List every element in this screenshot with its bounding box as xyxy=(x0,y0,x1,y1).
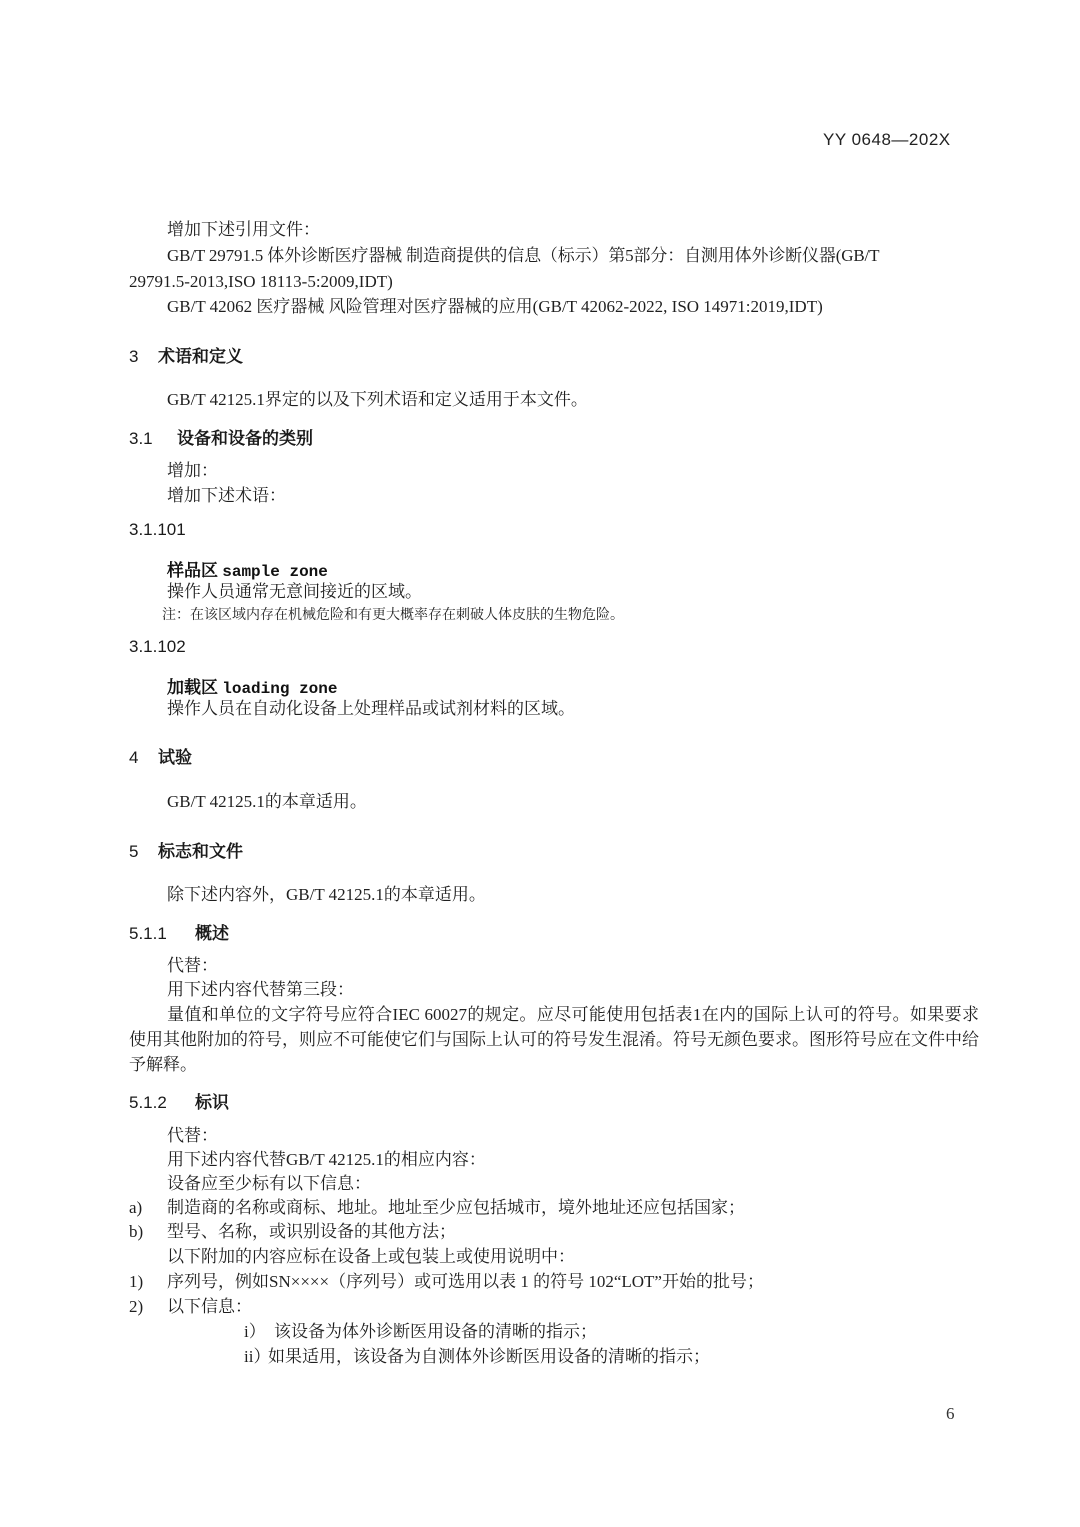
section-number: 5 xyxy=(129,842,139,861)
list-text: 型号、名称，或识别设备的其他方法； xyxy=(167,1222,456,1241)
term-title-en: sample zone xyxy=(222,563,328,581)
list-marker: ii） xyxy=(244,1347,271,1366)
list-marker: i） xyxy=(244,1322,266,1341)
term-note: 注：在该区域内存在机械危险和有更大概率存在刺破人体皮肤的生物危险。 xyxy=(162,608,624,623)
term-title-en: loading zone xyxy=(222,680,338,698)
page-number: 6 xyxy=(946,1404,955,1423)
refs-intro: 增加下述引用文件： xyxy=(167,220,320,239)
term-number: 3.1.101 xyxy=(129,520,186,539)
list-text: 该设备为体外诊断医用设备的清晰的指示； xyxy=(274,1322,597,1341)
section-4-heading xyxy=(129,743,192,768)
list-item-2 xyxy=(129,1295,252,1319)
section-5-body: 除下述内容外，GB/T 42125.1的本章适用。 xyxy=(167,885,486,904)
section-5-1-1-line-2: 用下述内容代替第三段： xyxy=(167,980,354,999)
section-5-1-2-line-1: 代替： xyxy=(167,1126,218,1145)
list-text: 制造商的名称或商标、地址。地址至少应包括城市，境外地址还应包括国家； xyxy=(167,1198,745,1217)
section-3-1-line-1: 增加： xyxy=(167,461,218,480)
section-title: 术语和定义 xyxy=(158,347,243,366)
list-item-b xyxy=(129,1220,456,1244)
section-5-1-1-line-1: 代替： xyxy=(167,956,218,975)
list-text: 如果适用，该设备为自测体外诊断医用设备的清晰的指示； xyxy=(268,1347,710,1366)
section-title: 试验 xyxy=(158,748,192,767)
section-5-1-1-heading xyxy=(129,919,229,944)
section-5-1-2-line-3: 设备应至少标有以下信息： xyxy=(167,1174,371,1193)
term-definition: 操作人员通常无意间接近的区域。 xyxy=(167,582,422,601)
list-item-a xyxy=(129,1196,745,1220)
section-3-intro: GB/T 42125.1界定的以及下列术语和定义适用于本文件。 xyxy=(167,390,588,409)
list-text: 以下信息： xyxy=(167,1297,252,1316)
section-5-1-2-line-2: 用下述内容代替GB/T 42125.1的相应内容： xyxy=(167,1150,486,1169)
section-number: 3.1 xyxy=(129,429,153,448)
list-marker: a) xyxy=(129,1198,143,1217)
section-5-heading xyxy=(129,837,243,862)
term-title xyxy=(167,556,328,581)
section-3-1-line-2: 增加下述术语： xyxy=(167,486,286,505)
section-number: 4 xyxy=(129,748,139,767)
term-title-zh: 加载区 xyxy=(167,678,218,697)
section-3-1-heading xyxy=(129,424,313,449)
section-title: 设备和设备的类别 xyxy=(177,429,313,448)
section-5-1-1-paragraph: 量值和单位的文字符号应符合IEC 60027的规定。应尽可能使用包括表1在内的国际上认可的符号。如果要求使用其他附加的符号，则应不可能使它们与国际上认可的符号发生混淆。符号无颜色要求。图形符号应在文件中给予解释。 xyxy=(129,1005,979,1074)
section-title: 标识 xyxy=(195,1093,229,1112)
term-title-zh: 样品区 xyxy=(167,561,218,580)
document-id: YY 0648—202X xyxy=(823,130,951,149)
list-item-ii xyxy=(244,1345,710,1369)
list-marker: 2) xyxy=(129,1297,144,1316)
section-number: 3 xyxy=(129,347,139,366)
section-title: 标志和文件 xyxy=(158,842,243,861)
list-marker: b) xyxy=(129,1222,144,1241)
term-title xyxy=(167,673,337,698)
section-5-1-2-line-4: 以下附加的内容应标在设备上或包装上或使用说明中： xyxy=(167,1247,575,1266)
ref-1-line-1: GB/T 29791.5 体外诊断医疗器械 制造商提供的信息（标示）第5部分：自测用体外诊断仪器(GB/T xyxy=(167,246,880,265)
section-number: 5.1.1 xyxy=(129,924,167,943)
section-4-body: GB/T 42125.1的本章适用。 xyxy=(167,792,367,811)
term-definition: 操作人员在自动化设备上处理样品或试剂材料的区域。 xyxy=(167,699,575,718)
term-number: 3.1.102 xyxy=(129,637,186,656)
list-item-i xyxy=(244,1320,597,1344)
list-marker: 1) xyxy=(129,1272,144,1291)
ref-2: GB/T 42062 医疗器械 风险管理对医疗器械的应用(GB/T 42062-2022, ISO 14971:2019,IDT) xyxy=(167,297,823,316)
list-text: 序列号，例如SN××××（序列号）或可选用以表 1 的符号 102“LOT”开始的批号； xyxy=(167,1272,764,1291)
section-3-heading xyxy=(129,342,243,367)
list-item-1 xyxy=(129,1270,764,1294)
section-title: 概述 xyxy=(195,924,229,943)
ref-1-line-2: 29791.5-2013,ISO 18113-5:2009,IDT) xyxy=(129,272,393,291)
section-5-1-2-heading xyxy=(129,1088,229,1113)
section-number: 5.1.2 xyxy=(129,1093,167,1112)
